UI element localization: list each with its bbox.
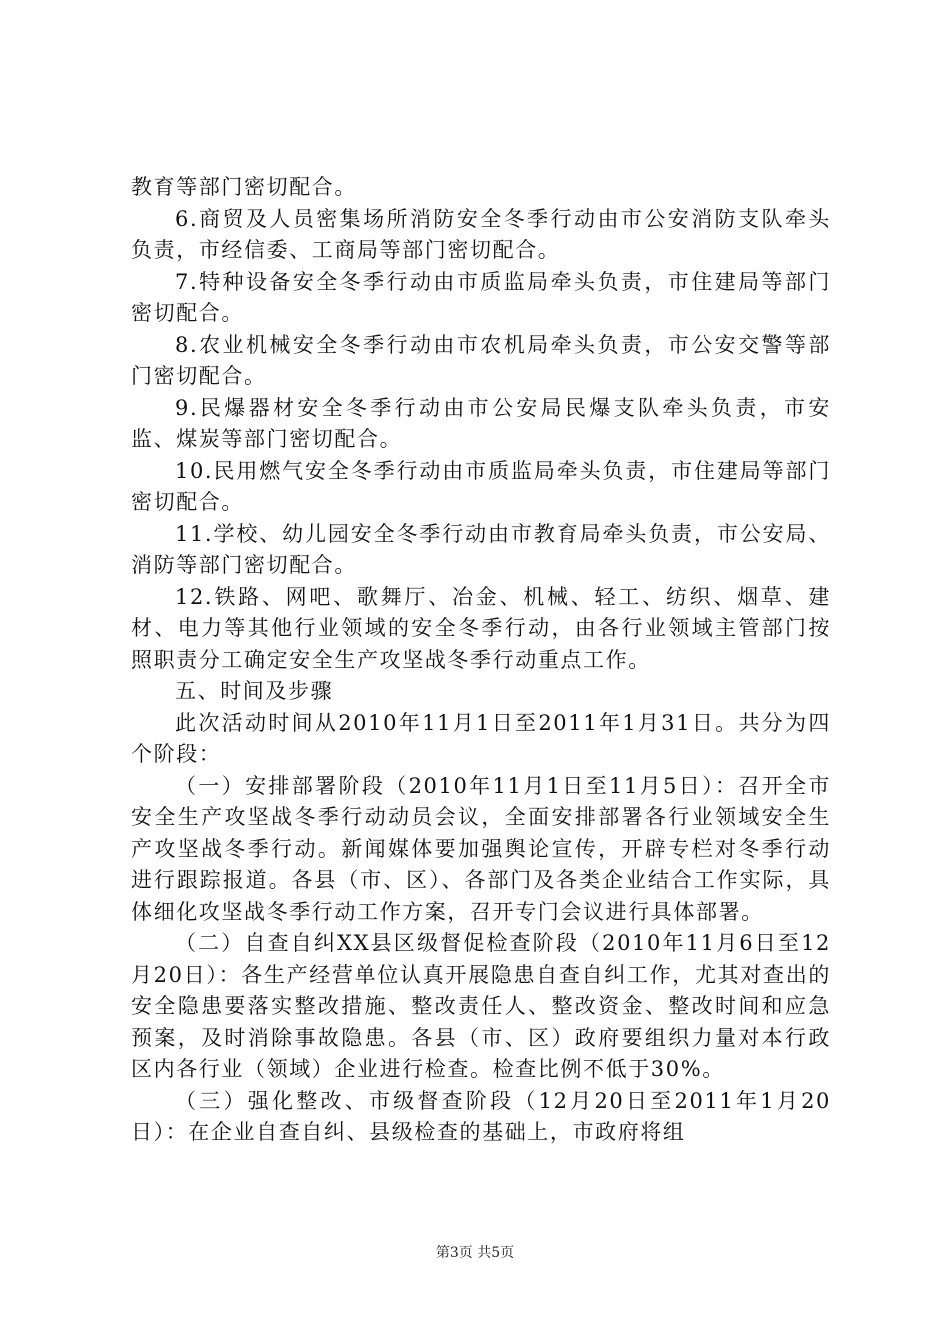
paragraph-item-6: 6.商贸及人员密集场所消防安全冬季行动由市公安消防支队牵头负责，市经信委、工商局等部门密切配合。 xyxy=(131,206,831,262)
page-number-footer: 第3页 共5页 xyxy=(435,1245,515,1261)
paragraph-stage-1: （一）安排部署阶段（2010年11月1日至11月5日）：召开全市安全生产攻坚战冬季行动动员会议，全面安排部署各行业领域安全生产攻坚战冬季行动。新闻媒体要加强舆论宣传，开辟专栏对冬季行动进行跟踪报道。各县（市、区）、各部门及各类企业结合工作实际，具体细化攻坚战冬季行动工作方案，召开专门会议进行具体部署。 xyxy=(131,773,831,924)
section-heading: 五、时间及步骤 xyxy=(175,679,334,703)
paragraph-item-7: 7.特种设备安全冬季行动由市质监局牵头负责，市住建局等部门密切配合。 xyxy=(131,269,831,325)
document-body xyxy=(131,172,831,1149)
paragraph-stage-3: （三）强化整改、市级督查阶段（12月20日至2011年1月20日）：在企业自查自纠、县级检查的基础上，市政府将组 xyxy=(131,1088,831,1144)
paragraph-item-10: 10.民用燃气安全冬季行动由市质监局牵头负责，市住建局等部门密切配合。 xyxy=(131,458,831,514)
paragraph-item-12: 12.铁路、网吧、歌舞厅、冶金、机械、轻工、纺织、烟草、建材、电力等其他行业领域的安全冬季行动，由各行业领域主管部门按照职责分工确定安全生产攻坚战冬季行动重点工作。 xyxy=(131,584,831,672)
paragraph-item-9: 9.民爆器材安全冬季行动由市公安局民爆支队牵头负责，市安监、煤炭等部门密切配合。 xyxy=(131,395,831,451)
paragraph-item-8: 8.农业机械安全冬季行动由市农机局牵头负责，市公安交警等部门密切配合。 xyxy=(131,332,831,388)
paragraph-item-11: 11.学校、幼儿园安全冬季行动由市教育局牵头负责，市公安局、消防等部门密切配合。 xyxy=(131,521,831,577)
paragraph-timeframe: 此次活动时间从2010年11月1日至2011年1月31日。共分为四个阶段： xyxy=(131,710,831,766)
paragraph-1: 教育等部门密切配合。 xyxy=(131,175,357,199)
paragraph-stage-2: （二）自查自纠XX县区级督促检查阶段（2010年11月6日至12月20日）：各生产经营单位认真开展隐患自查自纠工作，尤其对查出的安全隐患要落实整改措施、整改责任人、整改资金、整改时间和应急预案，及时消除事故隐患。各县（市、区）政府要组织力量对本行政区内各行业（领域）企业进行检查。检查比例不低于30%。 xyxy=(131,931,831,1081)
